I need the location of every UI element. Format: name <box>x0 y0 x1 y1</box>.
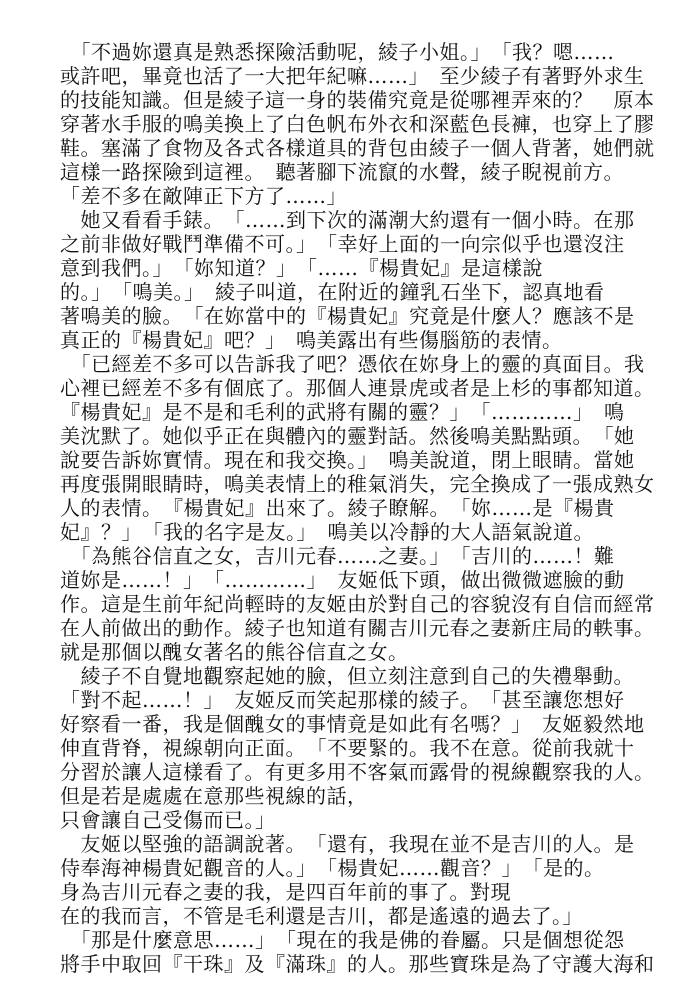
text-line: 作。這是生前年紀尚輕時的友姬由於對自己的容貌沒有自信而經常 <box>60 592 655 616</box>
text-line: 真正的『楊貴妃』吧？」 鳴美露出有些傷腦筋的表情。 <box>60 328 563 352</box>
text-line: 友姬以堅強的語調說著。 「還有，我現在並不是吉川的人。是 <box>60 832 635 856</box>
text-line: 但是若是處處在意那些視線的話， <box>60 784 368 808</box>
text-line: 好察看一番，我是個醜女的事情竟是如此有名嗎？」 友姬毅然地 <box>60 712 645 736</box>
text-line: 或許吧，畢竟也活了一大把年紀嘛……」 至少綾子有著野外求生 <box>60 64 645 88</box>
text-line: 分習於讓人這樣看了。有更多用不客氣而露骨的視線觀察我的人。 <box>60 760 655 784</box>
text-line: 身為吉川元春之妻的我，是四百年前的事了。對現 <box>60 880 511 904</box>
text-line: 這樣一路探險到這裡。 聽著腳下流竄的水聲，綾子睨視前方。 <box>60 160 624 184</box>
text-line: 的。」 「鳴美。」 綾子叫道，在附近的鐘乳石坐下，認真地看 <box>60 280 605 304</box>
text-line: 伸直背脊，視線朝向正面。 「不要緊的。我不在意。從前我就十 <box>60 736 635 760</box>
text-line: 心裡已經差不多有個底了。那個人連景虎或者是上杉的事都知道。 <box>60 376 655 400</box>
text-line: 道妳是……！」 「…………」 友姬低下頭，做出微微遮臉的動 <box>60 568 625 592</box>
text-line: 人的表情。 『楊貴妃』出來了。綾子瞭解。 「妳……是『楊貴 <box>60 496 615 520</box>
text-line: 之前非做好戰鬥準備不可。」 「幸好上面的一向宗似乎也還沒注 <box>60 232 625 256</box>
text-line: 美沈默了。她似乎正在與體內的靈對話。然後鳴美點點頭。 「她 <box>60 424 635 448</box>
text-line: 鞋。塞滿了食物及各式各樣道具的背包由綾子一個人背著，她們就 <box>60 136 655 160</box>
text-line: 侍奉海神楊貴妃觀音的人。」 「楊貴妃……觀音？」 「是的。 <box>60 856 605 880</box>
text-line: 「不過妳還真是熟悉探險活動呢，綾子小姐。」 「我？嗯…… <box>60 40 615 64</box>
text-line: 說要告訴妳實情。現在和我交換。」 鳴美說道，閉上眼睛。當她 <box>60 448 635 472</box>
text-line: 妃』？」 「我的名字是友。」 鳴美以冷靜的大人語氣說道。 <box>60 520 594 544</box>
text-line: 「為熊谷信直之女，吉川元春……之妻。」 「吉川的……！難 <box>60 544 615 568</box>
text-line: 就是那個以醜女著名的熊谷信直之女。 <box>60 640 409 664</box>
text-line: 綾子不自覺地觀察起她的臉，但立刻注意到自己的失禮舉動。 <box>60 664 634 688</box>
text-line: 的技能知識。但是綾子這一身的裝備究竟是從哪裡弄來的？ 原本 <box>60 88 655 112</box>
text-line: 在的我而言，不管是毛利還是吉川，都是遙遠的過去了。」 <box>60 904 583 928</box>
text-line: 「已經差不多可以告訴我了吧？憑依在妳身上的靈的真面目。我 <box>60 352 645 376</box>
text-line: 「那是什麼意思……」 「現在的我是佛的眷屬。只是個想從怨 <box>60 928 625 952</box>
text-line: 穿著水手服的鳴美換上了白色帆布外衣和深藍色長褲，也穿上了膠 <box>60 112 655 136</box>
text-line: 『楊貴妃』是不是和毛利的武將有關的靈？」 「…………」 鳴 <box>60 400 625 424</box>
text-line: 再度張開眼睛時，鳴美表情上的稚氣消失，完全換成了一張成熟女 <box>60 472 655 496</box>
text-line: 著鳴美的臉。 「在妳當中的『楊貴妃』究竟是什麼人？應該不是 <box>60 304 635 328</box>
text-line: 將手中取回『干珠』及『滿珠』的人。那些寶珠是為了守護大海和 <box>60 952 655 976</box>
text-line: 只會讓自己受傷而已。」 <box>60 808 276 832</box>
text-line: 她又看看手錶。 「……到下次的滿潮大約還有一個小時。在那 <box>60 208 635 232</box>
text-line: 意到我們。」 「妳知道？」 「……『楊貴妃』是這樣說 <box>60 256 543 280</box>
text-line: 在人前做出的動作。綾子也知道有關吉川元春之妻新庄局的軼事。 <box>60 616 655 640</box>
text-line: 「對不起……！」 友姬反而笑起那樣的綾子。 「甚至讓您想好 <box>60 688 625 712</box>
text-line: 「差不多在敵陣正下方了……」 <box>60 184 347 208</box>
